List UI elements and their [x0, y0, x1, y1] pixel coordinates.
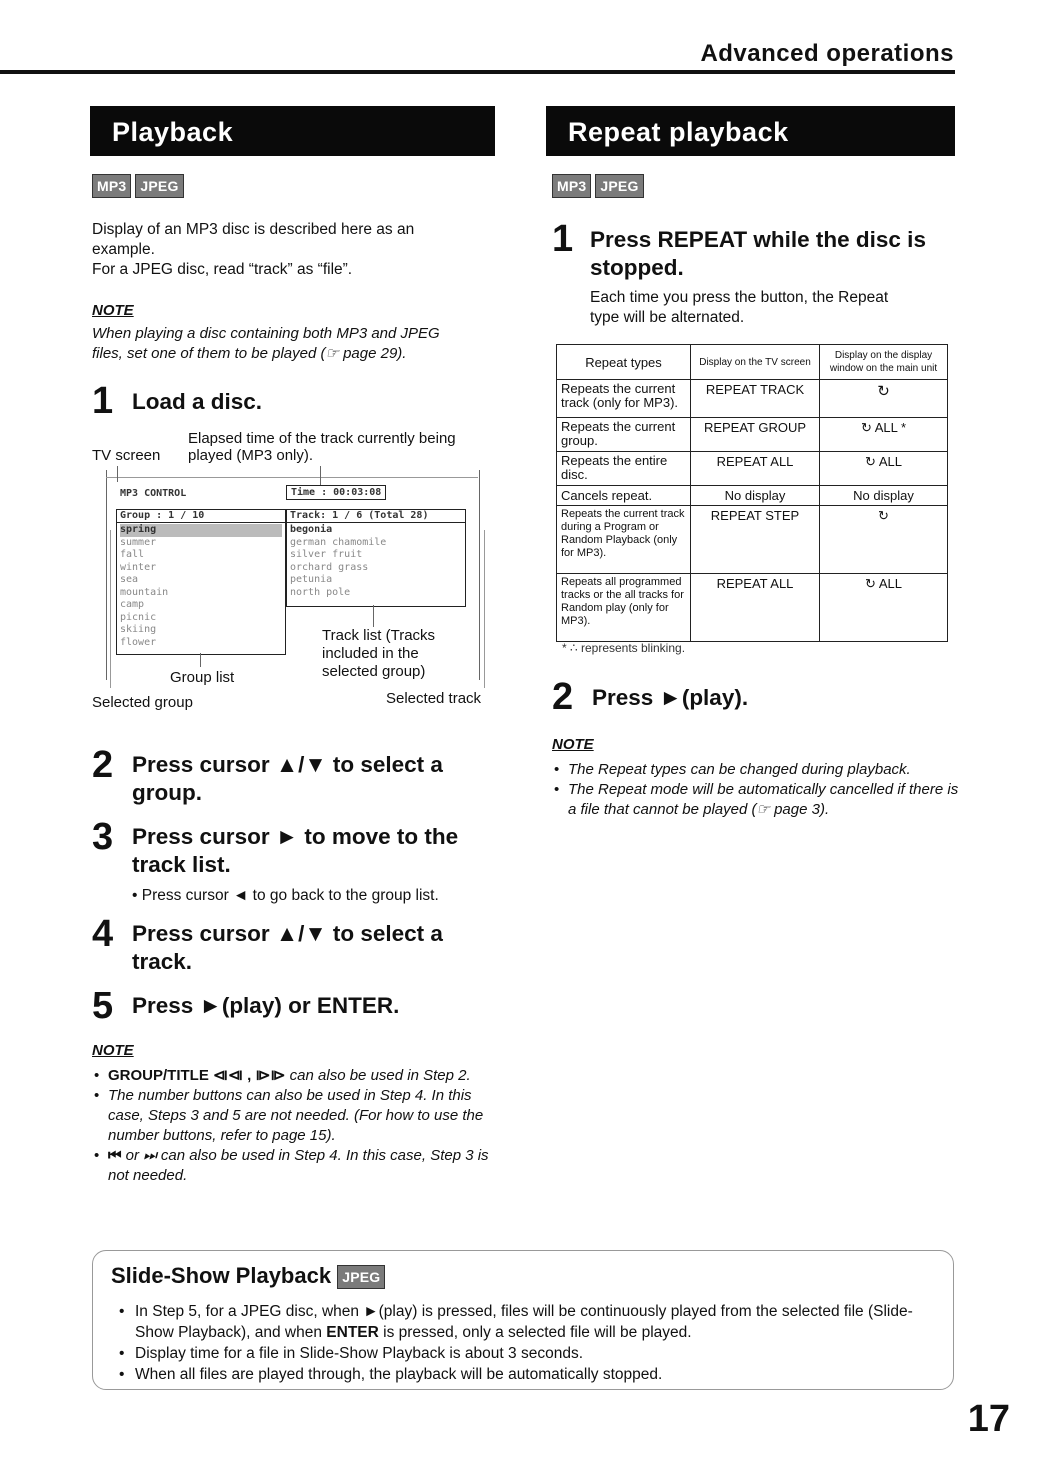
tv-pointer — [117, 466, 118, 482]
track-item[interactable]: petunia — [290, 574, 333, 585]
tv-screen-top-rule — [106, 477, 478, 478]
note2-text: can also be used in Step 2. — [285, 1067, 471, 1084]
repeat-type-cell: Repeats all programmed tracks or the all tracks for Random play (only for MP3). — [557, 574, 691, 642]
text-line: type will be alternated. — [590, 309, 745, 326]
slideshow-bold: ENTER — [326, 1324, 379, 1341]
slideshow-text: In Step 5, for a JPEG disc, when ►(play) is pressed, files will be continuously played from the selected file (Slide-Show Playback), and when — [135, 1303, 913, 1341]
step-number: 4 — [92, 913, 114, 955]
selected-track-pointer — [484, 530, 485, 688]
note2-item — [108, 1066, 502, 1086]
step-number: 3 — [92, 816, 114, 858]
step-title — [132, 920, 512, 976]
elapsed-pointer — [320, 466, 321, 486]
step-title-line: Press cursor ► to move to the — [132, 824, 459, 849]
step-title-line: group. — [132, 780, 202, 805]
repeat-types-table — [556, 344, 948, 642]
tv-display-cell: No display — [691, 486, 820, 506]
step-title: Press ►(play). — [592, 685, 749, 710]
step-title — [132, 823, 512, 879]
step-title: Press ►(play) or ENTER. — [132, 993, 400, 1018]
page-number: 17 — [967, 1398, 1010, 1440]
step-title — [132, 751, 512, 807]
repeat-step1-text — [590, 288, 960, 328]
repeat-title: Repeat playback — [568, 117, 789, 147]
group-item[interactable]: flower — [120, 636, 157, 648]
note2-label: NOTE — [92, 1042, 134, 1059]
step-title-line: track list. — [132, 852, 231, 877]
intro-line: For a JPEG disc, read “track” as “file”. — [92, 261, 353, 278]
slideshow-item: • When all files are played through, the playback will be automatically stopped. — [135, 1364, 945, 1385]
table-header: Display on the display window on the main unit — [820, 345, 948, 380]
note2-text: The number buttons can also be used in Step 4. In this case, Steps 3 and 5 are not needed. (For how to use the number buttons, refer to page 15). — [108, 1087, 484, 1144]
table-header-row — [557, 345, 948, 380]
tv-screen-label: TV screen — [92, 447, 161, 464]
table-row — [557, 574, 948, 642]
repeat-type-cell: Repeats the current group. — [557, 418, 691, 452]
playback-title-bar — [90, 106, 495, 156]
selected-group-pointer — [110, 530, 111, 688]
group-item[interactable]: sea — [120, 574, 139, 585]
table-row — [557, 506, 948, 574]
note2-text: or ⏭ can also be used in Step 4. In this case, Step 3 is not needed. — [108, 1147, 489, 1184]
track-item-selected[interactable]: begonia — [290, 524, 333, 535]
unit-display-cell: ↻ ALL — [820, 574, 948, 642]
step-number: 1 — [92, 380, 114, 422]
tv-display-cell: REPEAT GROUP — [691, 418, 820, 452]
group-item-selected[interactable]: spring — [120, 524, 282, 537]
jpeg-badge: JPEG — [337, 1265, 385, 1289]
mp3-badge: MP3 — [552, 174, 591, 198]
osd-time: Time : 00:03:08 — [286, 485, 386, 500]
step-number: 2 — [552, 676, 574, 718]
track-list — [287, 523, 465, 600]
repeat-badges — [552, 174, 648, 198]
track-item[interactable]: north pole — [290, 586, 351, 598]
repeat-title-bar — [546, 106, 955, 156]
repeat-note-item: • The Repeat mode will be automatically cancelled if there is a file that cannot be played (☞ page 3). — [568, 780, 962, 820]
step-title — [590, 226, 960, 282]
elapsed-time-label-2: played (MP3 only). — [188, 447, 314, 464]
playback-title: Playback — [112, 117, 234, 147]
group-item[interactable]: fall — [120, 549, 145, 560]
slideshow-title: Slide-Show Playback — [111, 1263, 332, 1288]
note2-bold: ⏮ — [108, 1147, 122, 1164]
playback-note-text — [92, 324, 502, 364]
group-list-label: Group list — [170, 669, 235, 686]
repeat-note-item: • The Repeat types can be changed during playback. — [568, 760, 962, 780]
step-title-line: track. — [132, 949, 193, 974]
step-title-line: Press cursor ▲/▼ to select a — [132, 921, 443, 946]
label-line: selected group) — [322, 663, 426, 680]
group-item[interactable]: mountain — [120, 586, 169, 598]
note-line: files, set one of them to be played (☞ page 29). — [92, 345, 407, 362]
table-header: Display on the TV screen — [691, 345, 820, 380]
step-title-line: Press REPEAT while the disc is — [590, 227, 926, 252]
intro-line: Display of an MP3 disc is described here as an — [92, 221, 415, 238]
note-line: When playing a disc containing both MP3 and JPEG — [92, 325, 440, 342]
jpeg-badge: JPEG — [135, 174, 183, 198]
group-list-pointer — [200, 653, 201, 667]
track-item[interactable]: german chamomile — [290, 536, 387, 548]
group-item[interactable]: picnic — [120, 611, 157, 623]
header-rule — [0, 70, 955, 74]
osd-title: MP3 CONTROL — [120, 488, 187, 499]
label-line: included in the — [322, 645, 419, 662]
tv-display-cell: REPEAT ALL — [691, 574, 820, 642]
track-item[interactable]: orchard grass — [290, 561, 369, 573]
intro-line: example. — [92, 241, 155, 258]
label-line: Track list (Tracks — [322, 627, 436, 644]
text-line: Each time you press the button, the Repeat — [590, 289, 889, 306]
osd-track-header: Track: 1 / 6 (Total 28) — [287, 510, 465, 523]
unit-display-cell: ↻ — [820, 380, 948, 418]
mp3-badge: MP3 — [92, 174, 131, 198]
slideshow-text: is pressed, only a selected file will be played. — [378, 1324, 692, 1341]
bullet-dot: • — [132, 887, 142, 904]
note2-item — [108, 1146, 502, 1186]
repeat-type-cell: Repeats the current track (only for MP3). — [557, 380, 691, 418]
track-item[interactable]: silver fruit — [290, 549, 363, 560]
selected-track-label: Selected track — [386, 690, 482, 707]
slideshow-item: • Display time for a file in Slide-Show Playback is about 3 seconds. — [135, 1343, 945, 1364]
group-list — [117, 523, 285, 650]
slideshow-heading — [111, 1263, 389, 1289]
track-list-box — [286, 509, 466, 607]
unit-display-cell: No display — [820, 486, 948, 506]
group-item[interactable]: skiing — [120, 624, 157, 635]
repeat-note-list — [552, 760, 962, 820]
playback-badges — [92, 174, 188, 198]
note2-list — [92, 1066, 502, 1186]
repeat-type-cell: Repeats the entire disc. — [557, 452, 691, 486]
jpeg-badge: JPEG — [595, 174, 643, 198]
step-number: 1 — [552, 218, 574, 260]
elapsed-time-label — [188, 430, 456, 448]
unit-display-cell: ↻ ALL — [820, 452, 948, 486]
step-title-line: Press cursor ▲/▼ to select a — [132, 752, 443, 777]
playback-note-label: NOTE — [92, 302, 134, 319]
step3-bullet — [132, 886, 439, 906]
repeat-note-label: NOTE — [552, 736, 594, 753]
unit-display-cell: ↻ ALL * — [820, 418, 948, 452]
table-row — [557, 452, 948, 486]
group-list-box — [116, 509, 286, 655]
table-footnote: * ∴ represents blinking. — [562, 641, 686, 655]
repeat-type-cell: Repeats the current track during a Program or Random Playback (only for MP3). — [557, 506, 691, 574]
step-number: 5 — [92, 985, 114, 1027]
label-line: Elapsed time of the track currently being — [188, 430, 456, 447]
slideshow-item — [135, 1301, 945, 1343]
track-list-label — [322, 627, 482, 681]
tv-display-cell: REPEAT STEP — [691, 506, 820, 574]
table-row — [557, 486, 948, 506]
repeat-type-cell: Cancels repeat. — [557, 486, 691, 506]
tv-display-cell: REPEAT ALL — [691, 452, 820, 486]
tv-display-cell: REPEAT TRACK — [691, 380, 820, 418]
slideshow-list — [115, 1301, 945, 1385]
table-row — [557, 418, 948, 452]
step-title: Load a disc. — [132, 389, 263, 414]
group-item[interactable]: camp — [120, 599, 145, 610]
unit-display-cell: ↻ — [820, 506, 948, 574]
step-title-line: stopped. — [590, 255, 684, 280]
section-header: Advanced operations — [700, 40, 954, 67]
group-item[interactable]: winter — [120, 561, 157, 573]
table-header: Repeat types — [557, 345, 691, 380]
table-row — [557, 380, 948, 418]
note2-bold: GROUP/TITLE ⧏⧏ , ⧐⧐ — [108, 1067, 286, 1084]
track-list-pointer — [373, 605, 374, 627]
osd-group-header: Group : 1 / 10 — [117, 510, 285, 523]
selected-group-label: Selected group — [92, 694, 193, 711]
group-item[interactable]: summer — [120, 536, 157, 548]
note2-item — [108, 1086, 502, 1146]
slideshow-box — [92, 1250, 954, 1390]
playback-intro — [92, 220, 492, 280]
bullet-text: Press cursor ◄ to go back to the group list. — [141, 887, 439, 904]
step-number: 2 — [92, 744, 114, 786]
